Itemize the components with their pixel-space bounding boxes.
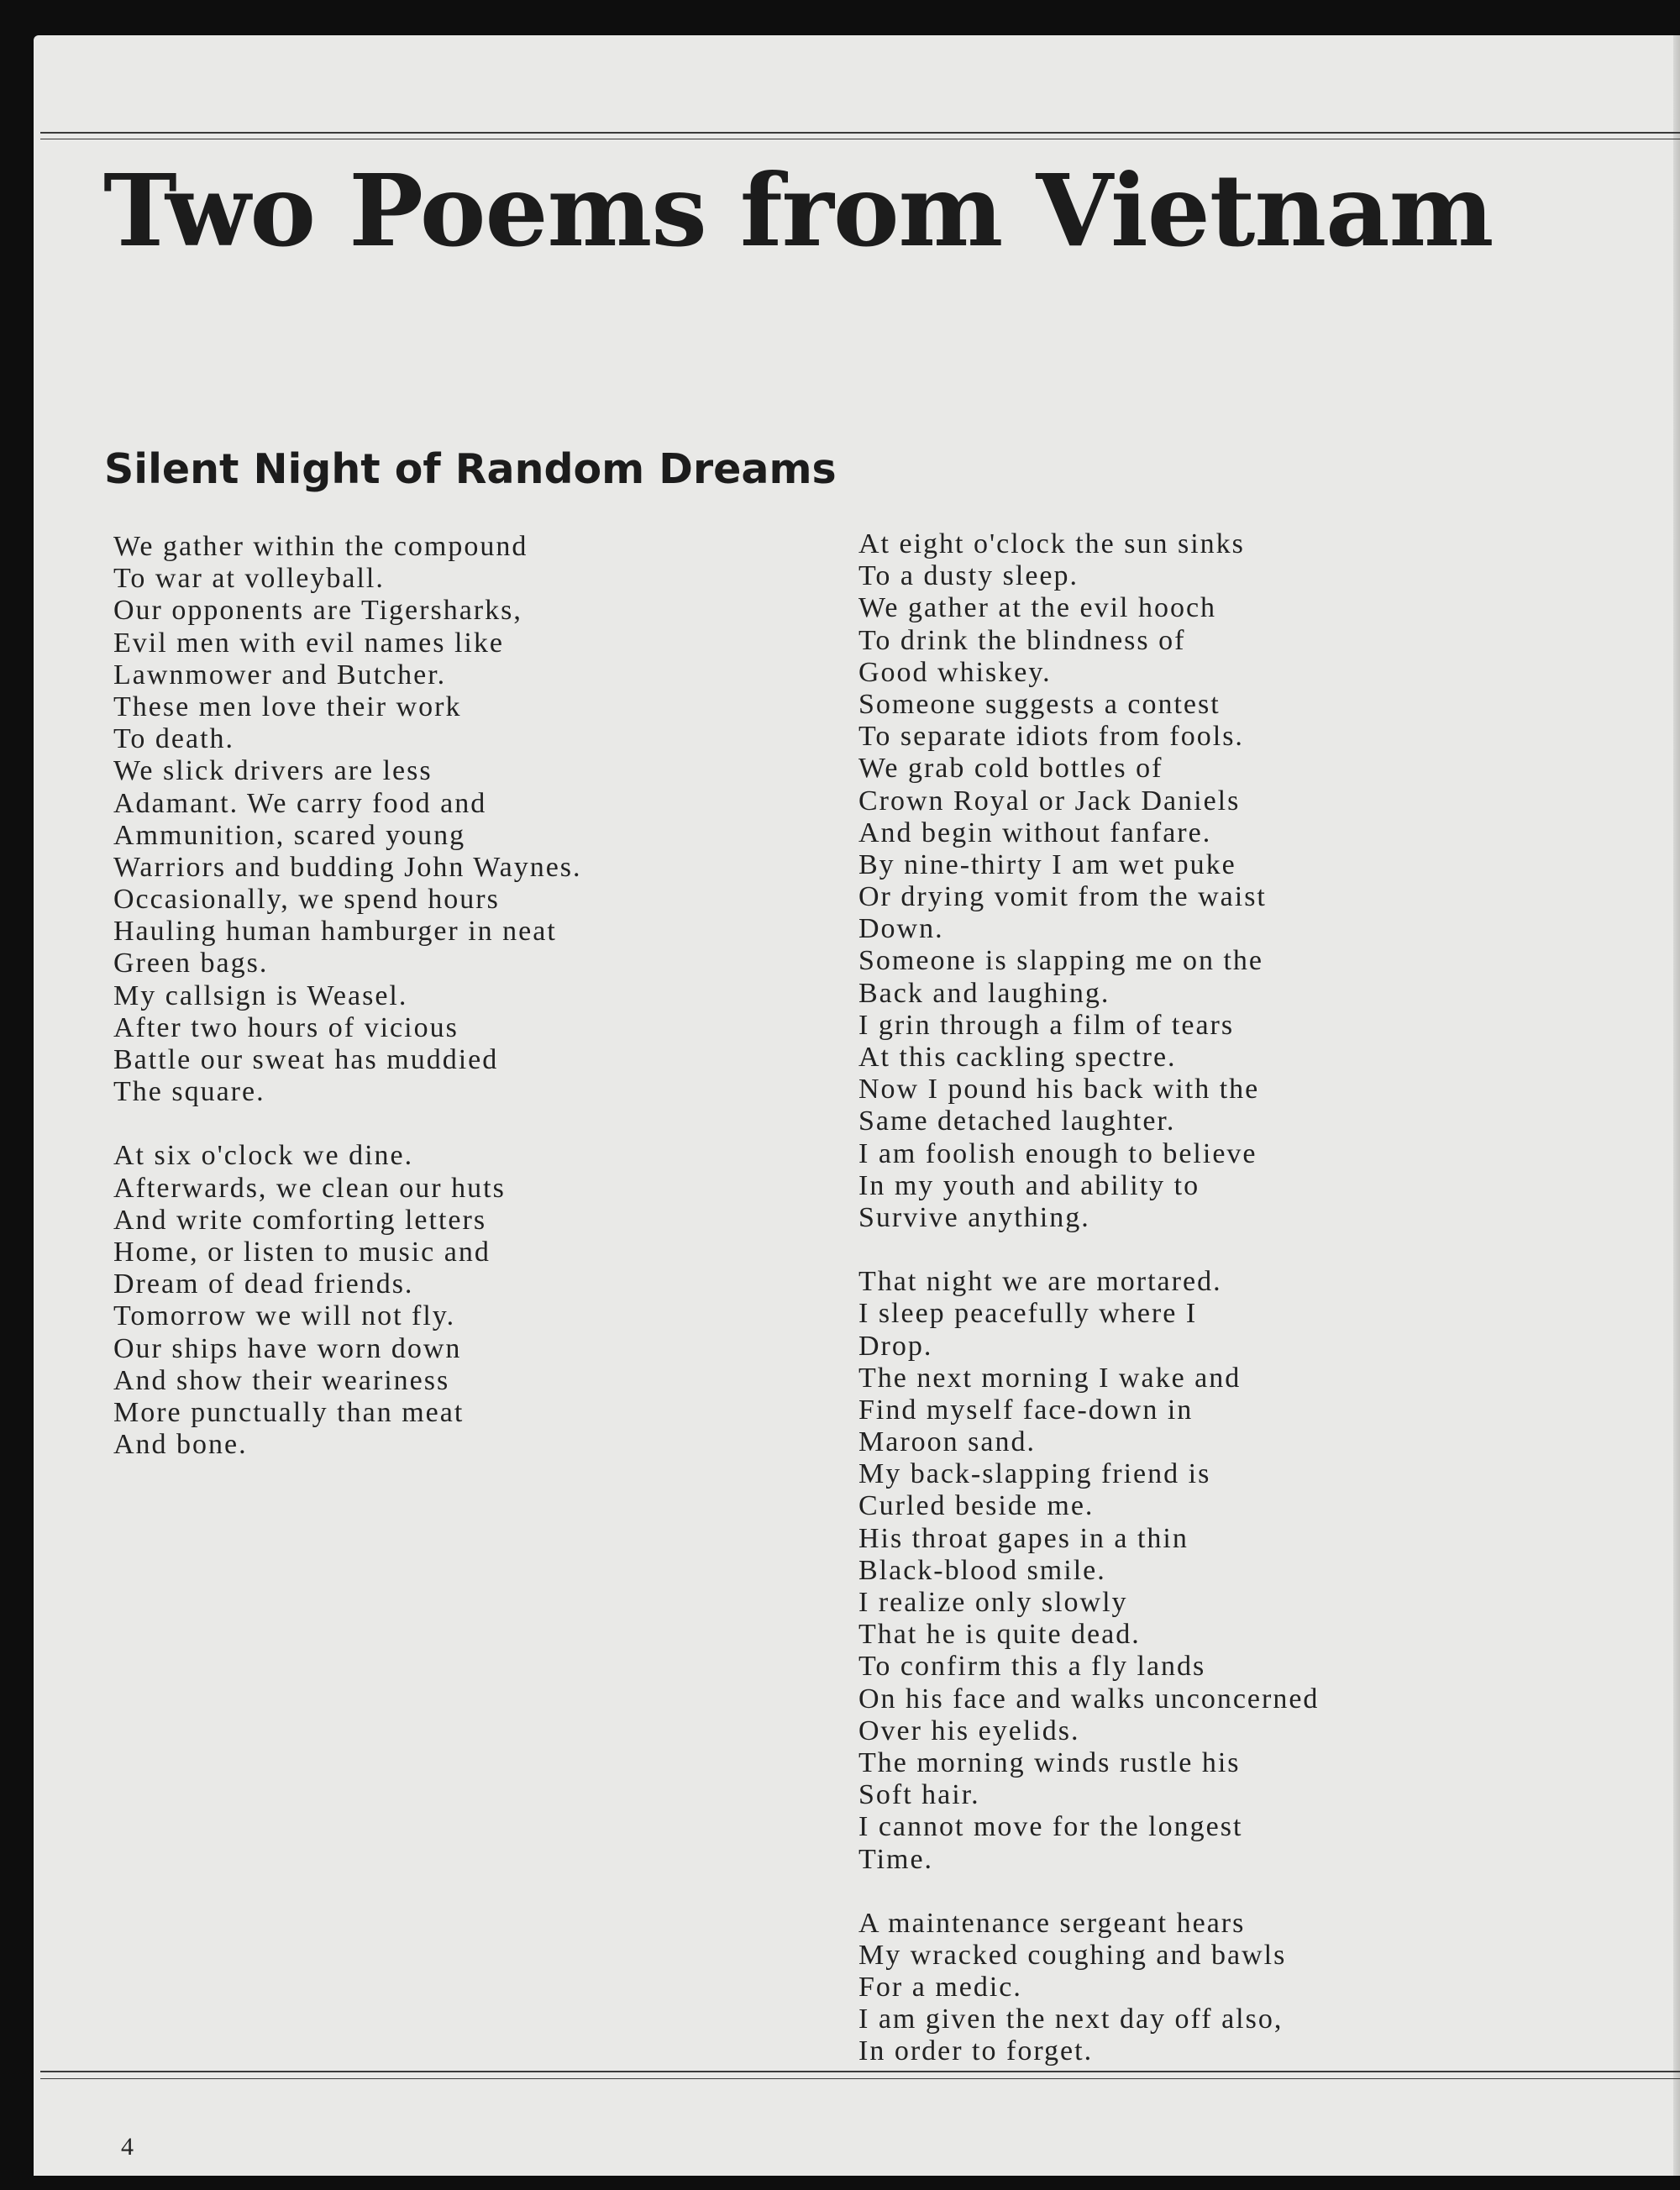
poem-line: In order to forget. xyxy=(858,2035,1094,2067)
magazine-page xyxy=(34,35,1680,2176)
poem-line: Same detached laughter. xyxy=(858,1106,1176,1137)
poem-line: I am given the next day off also, xyxy=(858,2004,1284,2035)
poem-line: We grab cold bottles of xyxy=(858,753,1163,785)
poem-line: Black-blood smile. xyxy=(858,1554,1106,1586)
poem-line: To death. xyxy=(113,723,235,755)
page-edge xyxy=(1673,35,1680,2176)
bottom-rule-lower xyxy=(40,2078,1680,2079)
poem-line: The morning winds rustle his xyxy=(858,1746,1241,1778)
poem-line: The next morning I wake and xyxy=(858,1362,1242,1394)
poem-line: We gather at the evil hooch xyxy=(858,592,1217,624)
poem-line: My callsign is Weasel. xyxy=(113,979,408,1011)
stanza xyxy=(858,528,1319,1234)
poem-line: And write comforting letters xyxy=(113,1204,487,1236)
stanza xyxy=(858,1908,1319,2068)
poem-line: Now I pound his back with the xyxy=(858,1074,1260,1106)
poem-line: The square. xyxy=(113,1076,265,1108)
poem-line: Our ships have worn down xyxy=(113,1332,462,1364)
article-title: Two Poems from Vietnam xyxy=(103,152,1494,269)
poem-line: Curled beside me. xyxy=(858,1490,1095,1522)
poem-line: I cannot move for the longest xyxy=(858,1811,1243,1843)
poem-line: Tomorrow we will not fly. xyxy=(113,1300,456,1332)
poem-line: Lawnmower and Butcher. xyxy=(113,659,447,691)
poem-line: We gather within the compound xyxy=(113,531,528,562)
poem-line: By nine-thirty I am wet puke xyxy=(858,848,1236,880)
poem-line: To separate idiots from fools. xyxy=(858,721,1244,753)
poem-line: Home, or listen to music and xyxy=(113,1236,491,1268)
poem-line: Survive anything. xyxy=(858,1201,1090,1233)
poem-line: Ammunition, scared young xyxy=(113,819,466,851)
poem-line: Back and laughing. xyxy=(858,977,1110,1009)
poem-line: Occasionally, we spend hours xyxy=(113,884,500,916)
poem-line: My back-slapping friend is xyxy=(858,1458,1211,1490)
poem-line: Time. xyxy=(858,1843,934,1875)
poem-line: Adamant. We carry food and xyxy=(113,787,487,819)
poem-line: Afterwards, we clean our huts xyxy=(113,1172,506,1204)
poem-line: Someone suggests a contest xyxy=(858,688,1221,720)
poem-line: And begin without fanfare. xyxy=(858,817,1212,848)
poem-line: Evil men with evil names like xyxy=(113,627,504,659)
stanza xyxy=(113,1140,582,1461)
bottom-rule-upper xyxy=(40,2071,1680,2072)
poem-line: Soft hair. xyxy=(858,1779,980,1811)
poem-line: Green bags. xyxy=(113,948,269,979)
poem-line: For a medic. xyxy=(858,1972,1022,2004)
poem-line: Over his eyelids. xyxy=(858,1715,1080,1746)
poem-line: A maintenance sergeant hears xyxy=(858,1907,1246,1939)
poem-line: Maroon sand. xyxy=(858,1426,1036,1458)
poem-line: Our opponents are Tigersharks, xyxy=(113,595,522,627)
poem-line: I grin through a film of tears xyxy=(858,1009,1235,1041)
poem-line: I sleep peacefully where I xyxy=(858,1298,1198,1330)
poem-line: Dream of dead friends. xyxy=(113,1268,414,1300)
poem-line: At eight o'clock the sun sinks xyxy=(858,528,1245,559)
poem-line: At this cackling spectre. xyxy=(858,1042,1177,1073)
poem-line: And bone. xyxy=(113,1429,248,1461)
poem-line: I am foolish enough to believe xyxy=(858,1137,1257,1169)
poem-line: Battle our sweat has muddied xyxy=(113,1044,499,1075)
poem-line: Drop. xyxy=(858,1330,933,1362)
poem-line: Or drying vomit from the waist xyxy=(858,881,1267,913)
poem-line: Find myself face-down in xyxy=(858,1394,1194,1426)
poem-line: His throat gapes in a thin xyxy=(858,1522,1189,1554)
poem-line: To a dusty sleep. xyxy=(858,560,1079,592)
poem-line: More punctually than meat xyxy=(113,1396,465,1428)
poem-line: Crown Royal or Jack Daniels xyxy=(858,785,1241,817)
poem-line: On his face and walks unconcerned xyxy=(858,1683,1320,1715)
poem-line: Warriors and budding John Waynes. xyxy=(113,851,582,883)
poem-line: In my youth and ability to xyxy=(858,1169,1200,1201)
poem-line: And show their weariness xyxy=(113,1364,450,1396)
top-rule-upper xyxy=(40,132,1680,134)
poem-line: At six o'clock we dine. xyxy=(113,1140,414,1172)
poem-line: To confirm this a fly lands xyxy=(858,1651,1206,1683)
poem-line: Down. xyxy=(858,913,944,945)
poem-line: My wracked coughing and bawls xyxy=(858,1939,1287,1971)
poem-line: I realize only slowly xyxy=(858,1587,1128,1618)
poem-line: That night we are mortared. xyxy=(858,1266,1222,1298)
poem-line: After two hours of vicious xyxy=(113,1011,459,1043)
poem-left-column xyxy=(113,531,582,1493)
page-number: 4 xyxy=(121,2133,134,2161)
poem-line: To war at volleyball. xyxy=(113,563,385,595)
stanza xyxy=(113,531,582,1108)
stanza xyxy=(858,1266,1319,1876)
poem-title: Silent Night of Random Dreams xyxy=(104,445,837,493)
poem-line: Good whiskey. xyxy=(858,656,1052,688)
poem-line: Hauling human hamburger in neat xyxy=(113,916,557,948)
poem-line: To drink the blindness of xyxy=(858,624,1186,656)
poem-line: These men love their work xyxy=(113,691,462,722)
poem-line: We slick drivers are less xyxy=(113,755,433,787)
poem-line: That he is quite dead. xyxy=(858,1619,1141,1651)
poem-line: Someone is slapping me on the xyxy=(858,945,1264,977)
poem-right-column xyxy=(858,528,1319,2100)
